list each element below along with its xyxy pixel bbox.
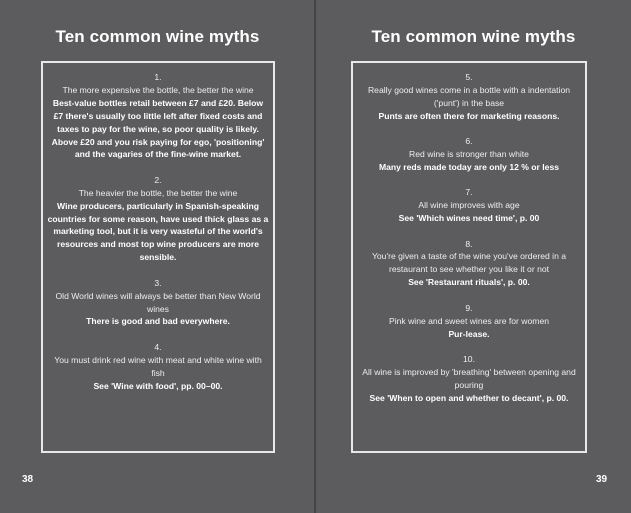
myth-claim: You must drink red wine with meat and white wine with fish — [54, 354, 262, 378]
myth-number: 2. — [154, 174, 162, 185]
myth-item — [357, 186, 581, 225]
myth-number: 7. — [465, 187, 473, 198]
myth-item — [357, 71, 581, 123]
myth-claim: Really good wines come in a bottle with a indentation ('punt') in the base — [367, 84, 571, 108]
myth-number: 5. — [465, 72, 473, 82]
myths-list — [357, 71, 581, 417]
myth-item — [47, 71, 269, 161]
myth-claim: Red wine is stronger than white — [409, 149, 529, 160]
myth-answer: Best-value bottles retail between £7 and £20. Below £7 there's usually too little left after fixed costs and taxes to pay for the wine, so poor quality is likely. Above £20 and you risk paying for ego, 'positioning' and the vagaries of the fine-wine market. — [51, 97, 265, 160]
myth-answer: See 'Restaurant rituals', p. 00. — [408, 277, 530, 288]
page-title: Ten common wine myths — [55, 27, 260, 46]
myth-answer: See 'Wine with food', pp. 00–00. — [93, 380, 223, 391]
myth-item — [47, 174, 269, 264]
myth-number: 9. — [465, 302, 473, 313]
myths-frame — [41, 61, 275, 453]
myth-answer: See 'When to open and whether to decant', p. 00. — [369, 392, 569, 403]
myth-number: 3. — [154, 277, 162, 288]
right-page — [316, 0, 631, 513]
myth-answer: Many reds made today are only 12 % or less — [378, 161, 560, 172]
myth-number: 1. — [154, 72, 162, 82]
myth-answer: Pur-lease. — [448, 328, 490, 339]
myth-item — [357, 353, 581, 405]
left-page — [0, 0, 315, 513]
myth-answer: Punts are often there for marketing reasons. — [378, 110, 560, 121]
myth-claim: Pink wine and sweet wines are for women — [388, 315, 550, 326]
myth-item — [357, 238, 581, 290]
myth-number: 8. — [465, 238, 473, 249]
page-number: 39 — [596, 474, 608, 485]
myth-claim: Old World wines will always be better than New World wines — [55, 290, 261, 314]
myth-number: 10. — [463, 353, 475, 364]
page-title: Ten common wine myths — [371, 27, 576, 46]
myth-claim: The more expensive the bottle, the better the wine — [62, 84, 254, 95]
myth-item — [47, 341, 269, 393]
myth-claim: The heavier the bottle, the better the wine — [78, 187, 238, 198]
myth-answer: Wine producers, particularly in Spanish-speaking countries for some reason, have used thick glass as a marketing tool, but it is very wasteful of the world's resources and most top wine producers are more sensible. — [47, 200, 269, 263]
myth-answer: See 'Which wines need time', p. 00 — [398, 213, 540, 224]
myth-number: 4. — [154, 341, 162, 352]
myth-answer: There is good and bad everywhere. — [86, 316, 230, 327]
myth-claim: You're given a taste of the wine you've ordered in a restaurant to see whether you like it or not — [371, 251, 567, 275]
myth-number: 6. — [465, 136, 473, 147]
myth-claim: All wine is improved by 'breathing' between opening and pouring — [362, 366, 576, 390]
myth-item — [357, 302, 581, 341]
myth-claim: All wine improves with age — [418, 200, 520, 211]
myths-list — [47, 71, 269, 405]
myth-item — [357, 135, 581, 174]
myths-frame — [351, 61, 587, 453]
page-number: 38 — [22, 474, 34, 485]
myth-item — [47, 277, 269, 329]
